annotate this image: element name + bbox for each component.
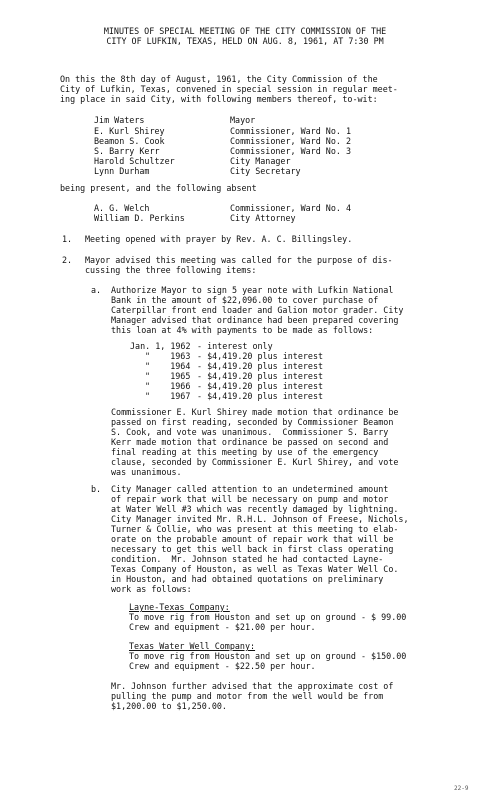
quote-line: Crew and equipment - $22.50 per hour. xyxy=(129,661,316,671)
item-2-line-1: Mayor advised this meeting was called for the purpose of dis- xyxy=(85,255,393,265)
intro-line-1: On this the 8th day of August, 1961, the City Commission of the xyxy=(60,74,378,84)
member-name: Jim Waters xyxy=(94,115,145,125)
motion-line: clause, seconded by Commissioner E. Kurl Shirey, and vote xyxy=(111,457,399,467)
motion-line: Commissioner E. Kurl Shirey made motion that ordinance be xyxy=(111,407,399,417)
quote-line: To move rig from Houston and set up on ground - $ 99.00 xyxy=(129,612,407,622)
item-a-line: this loan at 4% with payments to be made as follows: xyxy=(111,325,374,335)
schedule-year: " 1963 xyxy=(145,351,191,361)
item-b-line: City Manager called attention to an undetermined amount xyxy=(111,484,389,494)
schedule-year: " 1967 xyxy=(145,391,191,401)
quote-line: To move rig from Houston and set up on ground - $150.00 xyxy=(129,651,407,661)
member-name: Beamon S. Cook xyxy=(94,136,165,146)
member-name: Lynn Durham xyxy=(94,166,150,176)
member-title: City Secretary xyxy=(230,166,301,176)
item-b-line: at Water Well #3 which was recently damaged by lightning. xyxy=(111,504,399,514)
schedule-amount: - $4,419.20 plus interest xyxy=(197,361,324,371)
member-title: Commissioner, Ward No. 2 xyxy=(230,136,352,146)
document-title-line-1: MINUTES OF SPECIAL MEETING OF THE CITY COMMISSION OF THE xyxy=(103,26,387,36)
closing-line: pulling the pump and motor from the well would be from xyxy=(111,691,384,701)
item-b-line: necessary to get this well back in first class operating xyxy=(111,544,394,554)
item-a-line: Bank in the amount of $22,096.00 to cover purchase of xyxy=(111,295,379,305)
item-b-line: orate on the probable amount of repair work that will be xyxy=(111,534,394,544)
item-1-text: Meeting opened with prayer by Rev. A. C. Billingsley. xyxy=(85,234,353,244)
item-b-line: work as follows: xyxy=(111,584,192,594)
schedule-amount: - $4,419.20 plus interest xyxy=(197,351,324,361)
absent-member-title: City Attorney xyxy=(230,213,296,223)
item-a-letter: a. xyxy=(91,285,102,295)
item-2-number: 2. xyxy=(62,255,73,265)
item-b-line: Turner & Collie, who was present at this meeting to elab- xyxy=(111,524,399,534)
motion-line: passed on first reading, seconded by Commissioner Beamon xyxy=(111,417,394,427)
item-b-line: City Manager invited Mr. R.H.L. Johnson of Freese, Nichols, xyxy=(111,514,409,524)
schedule-amount: - $4,419.20 plus interest xyxy=(197,371,324,381)
absent-member-title: Commissioner, Ward No. 4 xyxy=(230,203,352,213)
item-b-line: in Houston, and had obtained quotations on preliminary xyxy=(111,574,384,584)
member-title: City Manager xyxy=(230,156,291,166)
item-2-line-2: cussing the three following items: xyxy=(85,265,257,275)
schedule-year: " 1965 xyxy=(145,371,191,381)
item-b-line: condition. Mr. Johnson stated he had contacted Layne- xyxy=(111,554,384,564)
item-a-line: Manager advised that ordinance had been prepared covering xyxy=(111,315,399,325)
schedule-amount: - $4,419.20 plus interest xyxy=(197,391,324,401)
schedule-amount: - interest only xyxy=(197,341,273,351)
closing-line: $1,200.00 to $1,250.00. xyxy=(111,701,227,711)
intro-line-2: City of Lufkin, Texas, convened in special session in regular meet- xyxy=(60,84,398,94)
schedule-year: " 1966 xyxy=(145,381,191,391)
quote-company-name: Texas Water Well Company: xyxy=(129,641,256,651)
absent-intro: being present, and the following absent xyxy=(60,183,257,193)
item-b-line: Texas Company of Houston, as well as Texas Water Well Co. xyxy=(111,564,399,574)
schedule-year: Jan. 1, 1962 xyxy=(130,341,191,351)
member-title: Commissioner, Ward No. 3 xyxy=(230,146,352,156)
absent-member-name: William D. Perkins xyxy=(94,213,185,223)
motion-line: Kerr made motion that ordinance be passed on second and xyxy=(111,437,389,447)
member-title: Mayor xyxy=(230,115,256,125)
closing-line: Mr. Johnson further advised that the approximate cost of xyxy=(111,681,394,691)
item-a-line: Caterpillar front end loader and Galion motor grader. City xyxy=(111,305,404,315)
item-b-letter: b. xyxy=(91,484,102,494)
motion-line: S. Cook, and vote was unanimous. Commissioner S. Barry xyxy=(111,427,389,437)
quote-company-name: Layne-Texas Company: xyxy=(129,602,230,612)
motion-line: was unanimous. xyxy=(111,467,182,477)
member-name: E. Kurl Shirey xyxy=(94,126,165,136)
schedule-amount: - $4,419.20 plus interest xyxy=(197,381,324,391)
item-1-number: 1. xyxy=(62,234,73,244)
absent-member-name: A. G. Welch xyxy=(94,203,150,213)
page-footer-mark: 22-9 xyxy=(454,785,469,792)
quote-line: Crew and equipment - $21.00 per hour. xyxy=(129,622,316,632)
member-name: Harold Schultzer xyxy=(94,156,175,166)
item-a-line: Authorize Mayor to sign 5 year note with Lufkin National xyxy=(111,285,394,295)
member-name: S. Barry Kerr xyxy=(94,146,160,156)
document-title-line-2: CITY OF LUFKIN, TEXAS, HELD ON AUG. 8, 1961, AT 7:30 PM xyxy=(106,36,384,46)
member-title: Commissioner, Ward No. 1 xyxy=(230,126,352,136)
item-b-line: of repair work that will be necessary on pump and motor xyxy=(111,494,389,504)
motion-line: final reading at this meeting by use of the emergency xyxy=(111,447,379,457)
intro-line-3: ing place in said City, with following members thereof, to-wit: xyxy=(60,94,378,104)
schedule-year: " 1964 xyxy=(145,361,191,371)
